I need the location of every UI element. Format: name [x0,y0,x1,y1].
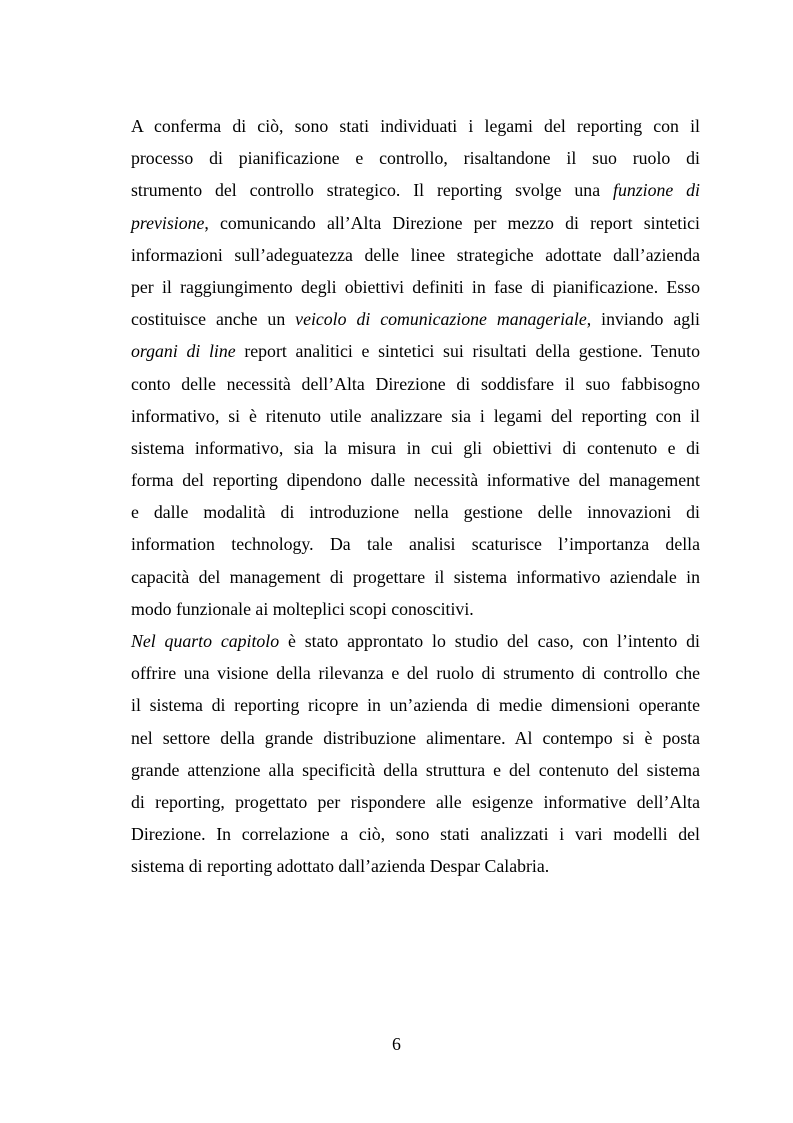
italic-term: previsione [131,212,205,233]
text-line: organi di line report analitici e sintetici sui risultati della gestione. Tenuto [131,341,700,362]
text-line: e dalle modalità di introduzione nella gestione delle innovazioni di [131,502,700,523]
text-line: strumento del controllo strategico. Il reporting svolge una funzione di [131,180,700,201]
text-line: sistema di reporting adottato dall’azienda Despar Calabria. [131,856,550,877]
text-line: sistema informativo, sia la misura in cui gli obiettivi di contenuto e di [131,437,700,458]
text-line: forma del reporting dipendono dalle necessità informative del management [131,470,700,491]
text-line: per il raggiungimento degli obiettivi definiti in fase di pianificazione. Esso [131,276,700,297]
text-line: A conferma di ciò, sono stati individuati i legami del reporting con il [131,116,700,136]
text-line: informazioni sull’adeguatezza delle linee strategiche adottate dall’azienda [131,244,700,265]
italic-term: veicolo di comunicazione manageriale [295,309,587,330]
text-line: di reporting, progettato per rispondere alle esigenze informative dell’Alta [131,791,700,812]
text-line: offrire una visione della rilevanza e del ruolo di strumento di controllo che [131,663,700,684]
text-line: modo funzionale ai molteplici scopi conoscitivi. [131,598,474,619]
text-line: il sistema di reporting ricopre in un’azienda di medie dimensioni operante [131,695,700,716]
italic-term: organi di line [131,341,236,362]
text-line: capacità del management di progettare il sistema informativo aziendale in [131,566,700,587]
text-line: previsione, comunicando all’Alta Direzione per mezzo di report sintetici [131,212,700,233]
text-line: costituisce anche un veicolo di comunicazione manageriale, inviando agli [131,309,700,330]
text-line: grande attenzione alla specificità della struttura e del contenuto del sistema [131,759,700,780]
page-number: 6 [392,1034,401,1054]
italic-term: Nel quarto capitolo [131,631,280,651]
text-line: information technology. Da tale analisi scaturisce l’importanza della [131,534,700,555]
text-line: nel settore della grande distribuzione alimentare. Al contempo si è posta [131,727,700,748]
text-line: Direzione. In correlazione a ciò, sono stati analizzati i vari modelli del [131,824,700,845]
italic-term: funzione di [613,180,700,201]
body-text [131,110,700,883]
text-line: informativo, si è ritenuto utile analizzare sia i legami del reporting con il [131,405,700,426]
text-line: conto delle necessità dell’Alta Direzione di soddisfare il suo fabbisogno [131,373,700,394]
text-line: Nel quarto capitolo è stato approntato lo studio del caso, con l’intento di [131,631,700,651]
text-line: processo di pianificazione e controllo, risaltandone il suo ruolo di [131,148,700,169]
